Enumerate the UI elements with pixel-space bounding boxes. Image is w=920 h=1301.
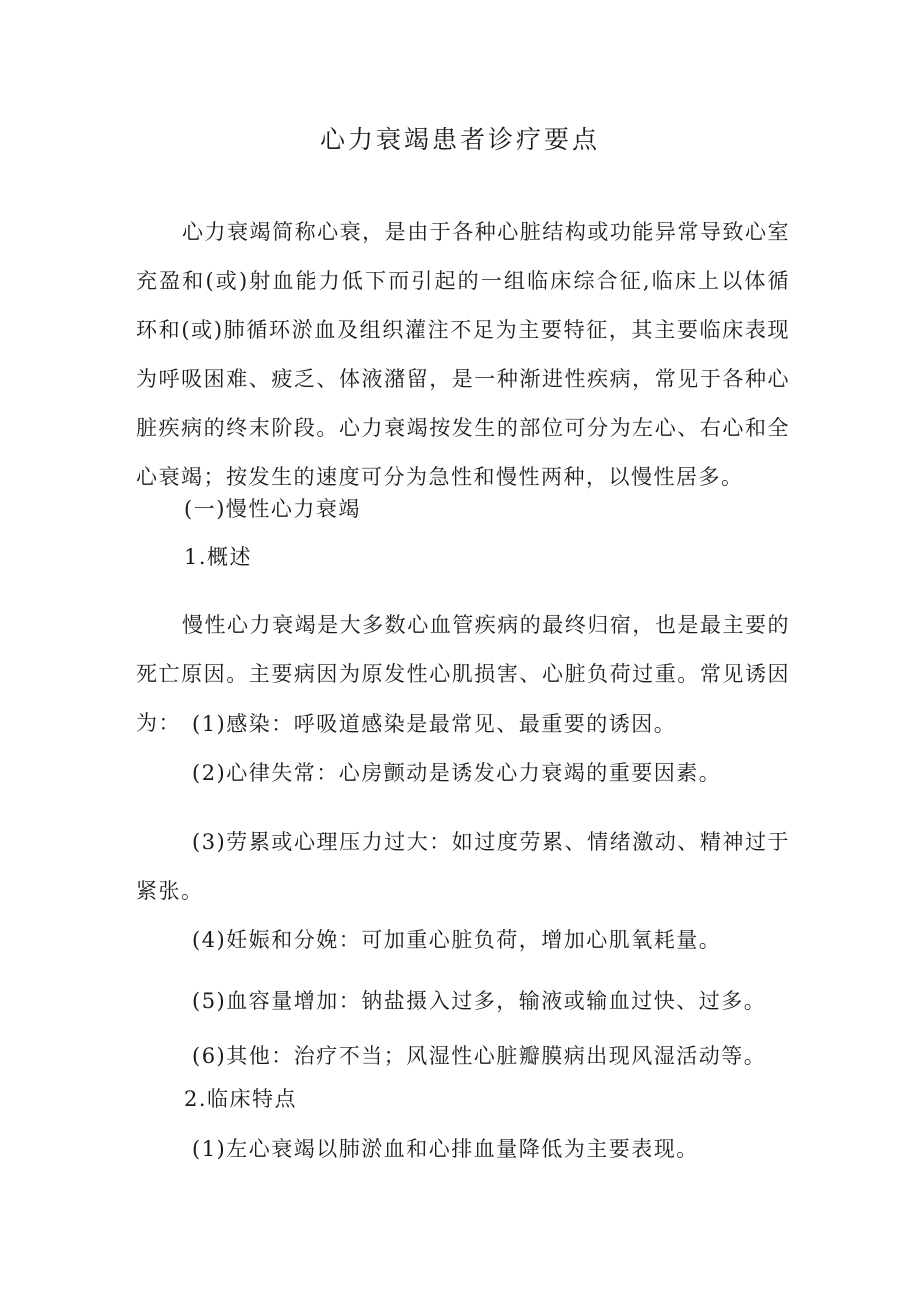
- subsection-heading-overview: 1.概述: [184, 545, 253, 569]
- document-title: 心力衰竭患者诊疗要点: [319, 125, 600, 154]
- cause-item-3: (3)劳累或心理压力过大：如过度劳累、情绪激动、精神过于紧张。: [136, 830, 790, 903]
- clinical-item-1: (1)左心衰竭以肺淤血和心排血量降低为主要表现。: [192, 1137, 699, 1161]
- cause-item-4: (4)妊娠和分娩：可加重心脏负荷，增加心肌氧耗量。: [192, 928, 722, 952]
- cause-item-1: (1)感染：呼吸道感染是最常见、最重要的诱因。: [192, 712, 677, 736]
- subsection-heading-clinical: 2.临床特点: [184, 1087, 298, 1111]
- section-heading: (一)慢性心力衰竭: [184, 497, 361, 521]
- cause-item-2: (2)心律失常：心房颤动是诱发心力衰竭的重要因素。: [192, 761, 722, 785]
- cause-item-6: (6)其他：治疗不当；风湿性心脏瓣膜病出现风湿活动等。: [192, 1044, 767, 1068]
- cause-item-5: (5)血容量增加：钠盐摄入过多，输液或输血过快、过多。: [192, 989, 767, 1013]
- intro-paragraph: 心力衰竭简称心衰，是由于各种心脏结构或功能异常导致心室充盈和(或)射血能力低下而引起的一组临床综合征,临床上以体循环和(或)肺循环淤血及组织灌注不足为主要特征，其主要临床表现为呼吸困难、疲乏、体液潴留，是一种渐进性疾病，常见于各种心脏疾病的终末阶段。心力衰竭按发生的部位可分为左心、右心和全心衰竭；按发生的速度可分为急性和慢性两种，以慢性居多。: [136, 220, 790, 489]
- overview-paragraph: 慢性心力衰竭是大多数心血管疾病的最终归宿，也是最主要的死亡原因。主要病因为原发性心肌损害、心脏负荷过重。常见诱因为：: [136, 613, 790, 735]
